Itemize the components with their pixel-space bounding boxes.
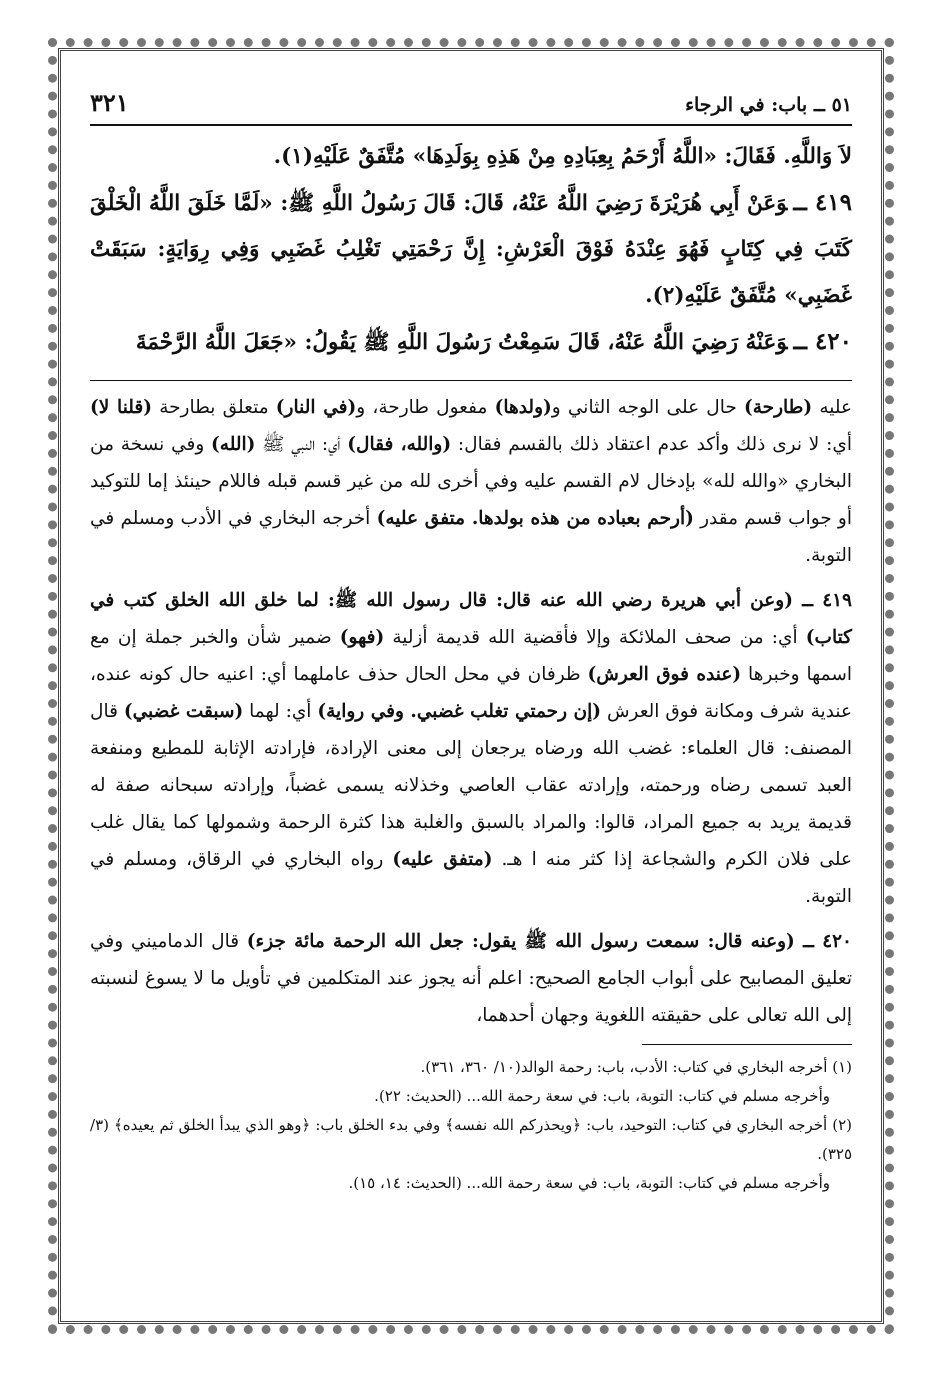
text: عليه — [812, 397, 853, 418]
hadith-number-419: ٤١٩ ــ — [793, 189, 853, 216]
commentary-paragraph — [90, 389, 852, 574]
commentary-paragraph — [90, 582, 852, 915]
text: (ولدها) — [494, 397, 552, 418]
footnote-divider — [642, 1044, 852, 1045]
text: (فهو) — [339, 627, 385, 648]
page-number: ٣٢١ — [90, 88, 129, 117]
text: أي: النبي ﷺ — [255, 434, 348, 455]
text: متعلق بطارحة — [152, 397, 276, 418]
text: ٤١٩ ــ (وعن أبي هريرة رضي الله عنه قال: قال رسول الله ﷺ: لما خلق الله الخلق كتب في كتاب) — [90, 590, 852, 648]
footnote-1: (١) أخرجه البخاري في كتاب: الأدب، باب: رحمة الوالد(١٠/ ٣٦٠، ٣٦١). — [420, 1058, 852, 1076]
text: (الله) — [211, 434, 256, 455]
commentary-paragraph — [90, 923, 852, 1034]
text: (إن رحمتي تغلب غضبي. وفي رواية) — [317, 701, 601, 722]
hadith-text — [90, 134, 852, 366]
text: (في النار) — [275, 397, 357, 418]
text: قال الدماميني وفي تعليق المصابيح على أبواب الجامع الصحيح: اعلم أنه يجوز عند المتكلمين في تأويل ما لا يسوغ لنسبته إلى الله تعالى على حقيقته اللغوية وجهان أحدهما، — [90, 931, 852, 1026]
text: (سبقت غضبي) — [123, 701, 244, 722]
footnotes — [90, 1053, 852, 1198]
footnote-2b: وأخرجه مسلم في كتاب: التوبة، باب: في سعة رحمة الله... (الحديث: ١٤، ١٥). — [348, 1174, 830, 1192]
text: ظرفان في محل الحال حذف عاملهما أي: اعنيه حال كونه عنده، عندية شرف ومكانة فوق العرش — [90, 664, 852, 722]
chapter-title: ٥١ ــ باب: في الرجاء — [685, 94, 852, 116]
page-header — [90, 88, 852, 126]
hadith-419 — [90, 180, 852, 319]
text: حال على الوجه الثاني و — [551, 397, 744, 418]
text: مفعول طارحة، و — [356, 397, 495, 418]
text: أخرجه البخاري في الأدب ومسلم في التوبة. — [90, 508, 852, 566]
footnote-2: (٢) أخرجه البخاري في كتاب: التوحيد، باب: ﴿ويحذركم الله نفسه﴾ وفي بدء الخلق باب: ﴿وهو الذي يبدأ الخلق ثم يعيده﴾ (٣/ ٣٢٥). — [90, 1116, 852, 1163]
text: أي: لا نرى ذلك وأكد عدم اعتقاد ذلك بالقسم فقال: — [451, 434, 852, 455]
footnote-1b: وأخرجه مسلم في كتاب: التوبة، باب: في سعة رحمة الله... (الحديث: ٢٢). — [374, 1087, 830, 1105]
page-content — [90, 88, 852, 1288]
hadith-number-420: ٤٢٠ ــ — [793, 328, 852, 355]
hadith-419-text: وَعَنْ أَبِي هُرَيْرَةَ رَضِيَ اللَّهُ عَنْهُ، قَالَ: قَالَ رَسُولُ اللَّهِ ﷺ: «لَمَّا خَلَقَ اللَّهُ الْخَلْقَ كَتَبَ فِي كِتَابٍ فَهُوَ عِنْدَهُ فَوْقَ الْعَرْشِ: إِنَّ رَحْمَتِي تَغْلِبُ غَضَبِي وَفِي رِوَايَةٍ: سَبَقَتْ غَضَبِي» مُتَّفَقٌ عَلَيْهِ(٢). — [90, 191, 852, 308]
text: (قلنا لا) — [90, 397, 152, 418]
text: (طارحة) — [744, 397, 813, 418]
text: أي: لهما — [243, 701, 318, 722]
text: قال المصنف: قال العلماء: غضب الله ورضاه يرجعان إلى معنى الإرادة، فإرادته الإثابة للمطيع ومنفعة العبد تسمى رضاه ورحمته، وإرادته عقاب العاصي وخذلانه يسمى غضباً، وإرادته سبحانه صفة له قديمة يريد به جميع المراد، قالوا: والمراد بالسبق والغلبة هذا كثرة الرحمة وشمولها كما يقال غلب على فلان الكرم والشجاعة إذا كثر منه ا هـ. — [90, 701, 853, 870]
text: ٤٢٠ ــ (وعنه قال: سمعت رسول الله ﷺ يقول: جعل الله الرحمة مائة جزء) — [246, 931, 852, 952]
text: (عنده فوق العرش) — [587, 664, 742, 685]
text: ضمير شأن والخبر جملة إن مع اسمها وخبرها — [90, 627, 852, 685]
text: (والله، فقال) — [347, 434, 452, 455]
text: وفي نسخة من البخاري «والله لله» بإدخال لام القسم عليه وفي أخرى لله من غير قسم قبله فاللام حينئذ إما للتوكيد أو جواب قسم مقدر — [90, 434, 853, 529]
text: رواه البخاري في الرقاق، ومسلم في التوبة. — [90, 849, 852, 907]
commentary — [90, 389, 852, 1034]
section-divider — [90, 380, 852, 381]
hadith-420 — [90, 319, 852, 366]
text: أي: من صحف الملائكة وإلا فأقضية الله قديمة أزلية — [384, 627, 806, 648]
text: (أرحم بعباده من هذه بولدها. متفق عليه) — [376, 508, 694, 529]
hadith-420-text: وَعَنْهُ رَضِيَ اللَّهُ عَنْهُ، قَالَ سَمِعْتُ رَسُولَ اللَّهِ ﷺ يَقُولُ: «جَعَلَ اللَّهُ الرَّحْمَةَ — [135, 330, 788, 355]
hadith-continuation: لاَ وَاللَّهِ. فَقَالَ: «اللَّهُ أَرْحَمُ بِعِبَادِهِ مِنْ هَذِهِ بِوَلَدِهَا» مُتَّفَقٌ عَلَيْهِ(١). — [273, 144, 852, 169]
text: (متفق عليه) — [392, 849, 493, 870]
